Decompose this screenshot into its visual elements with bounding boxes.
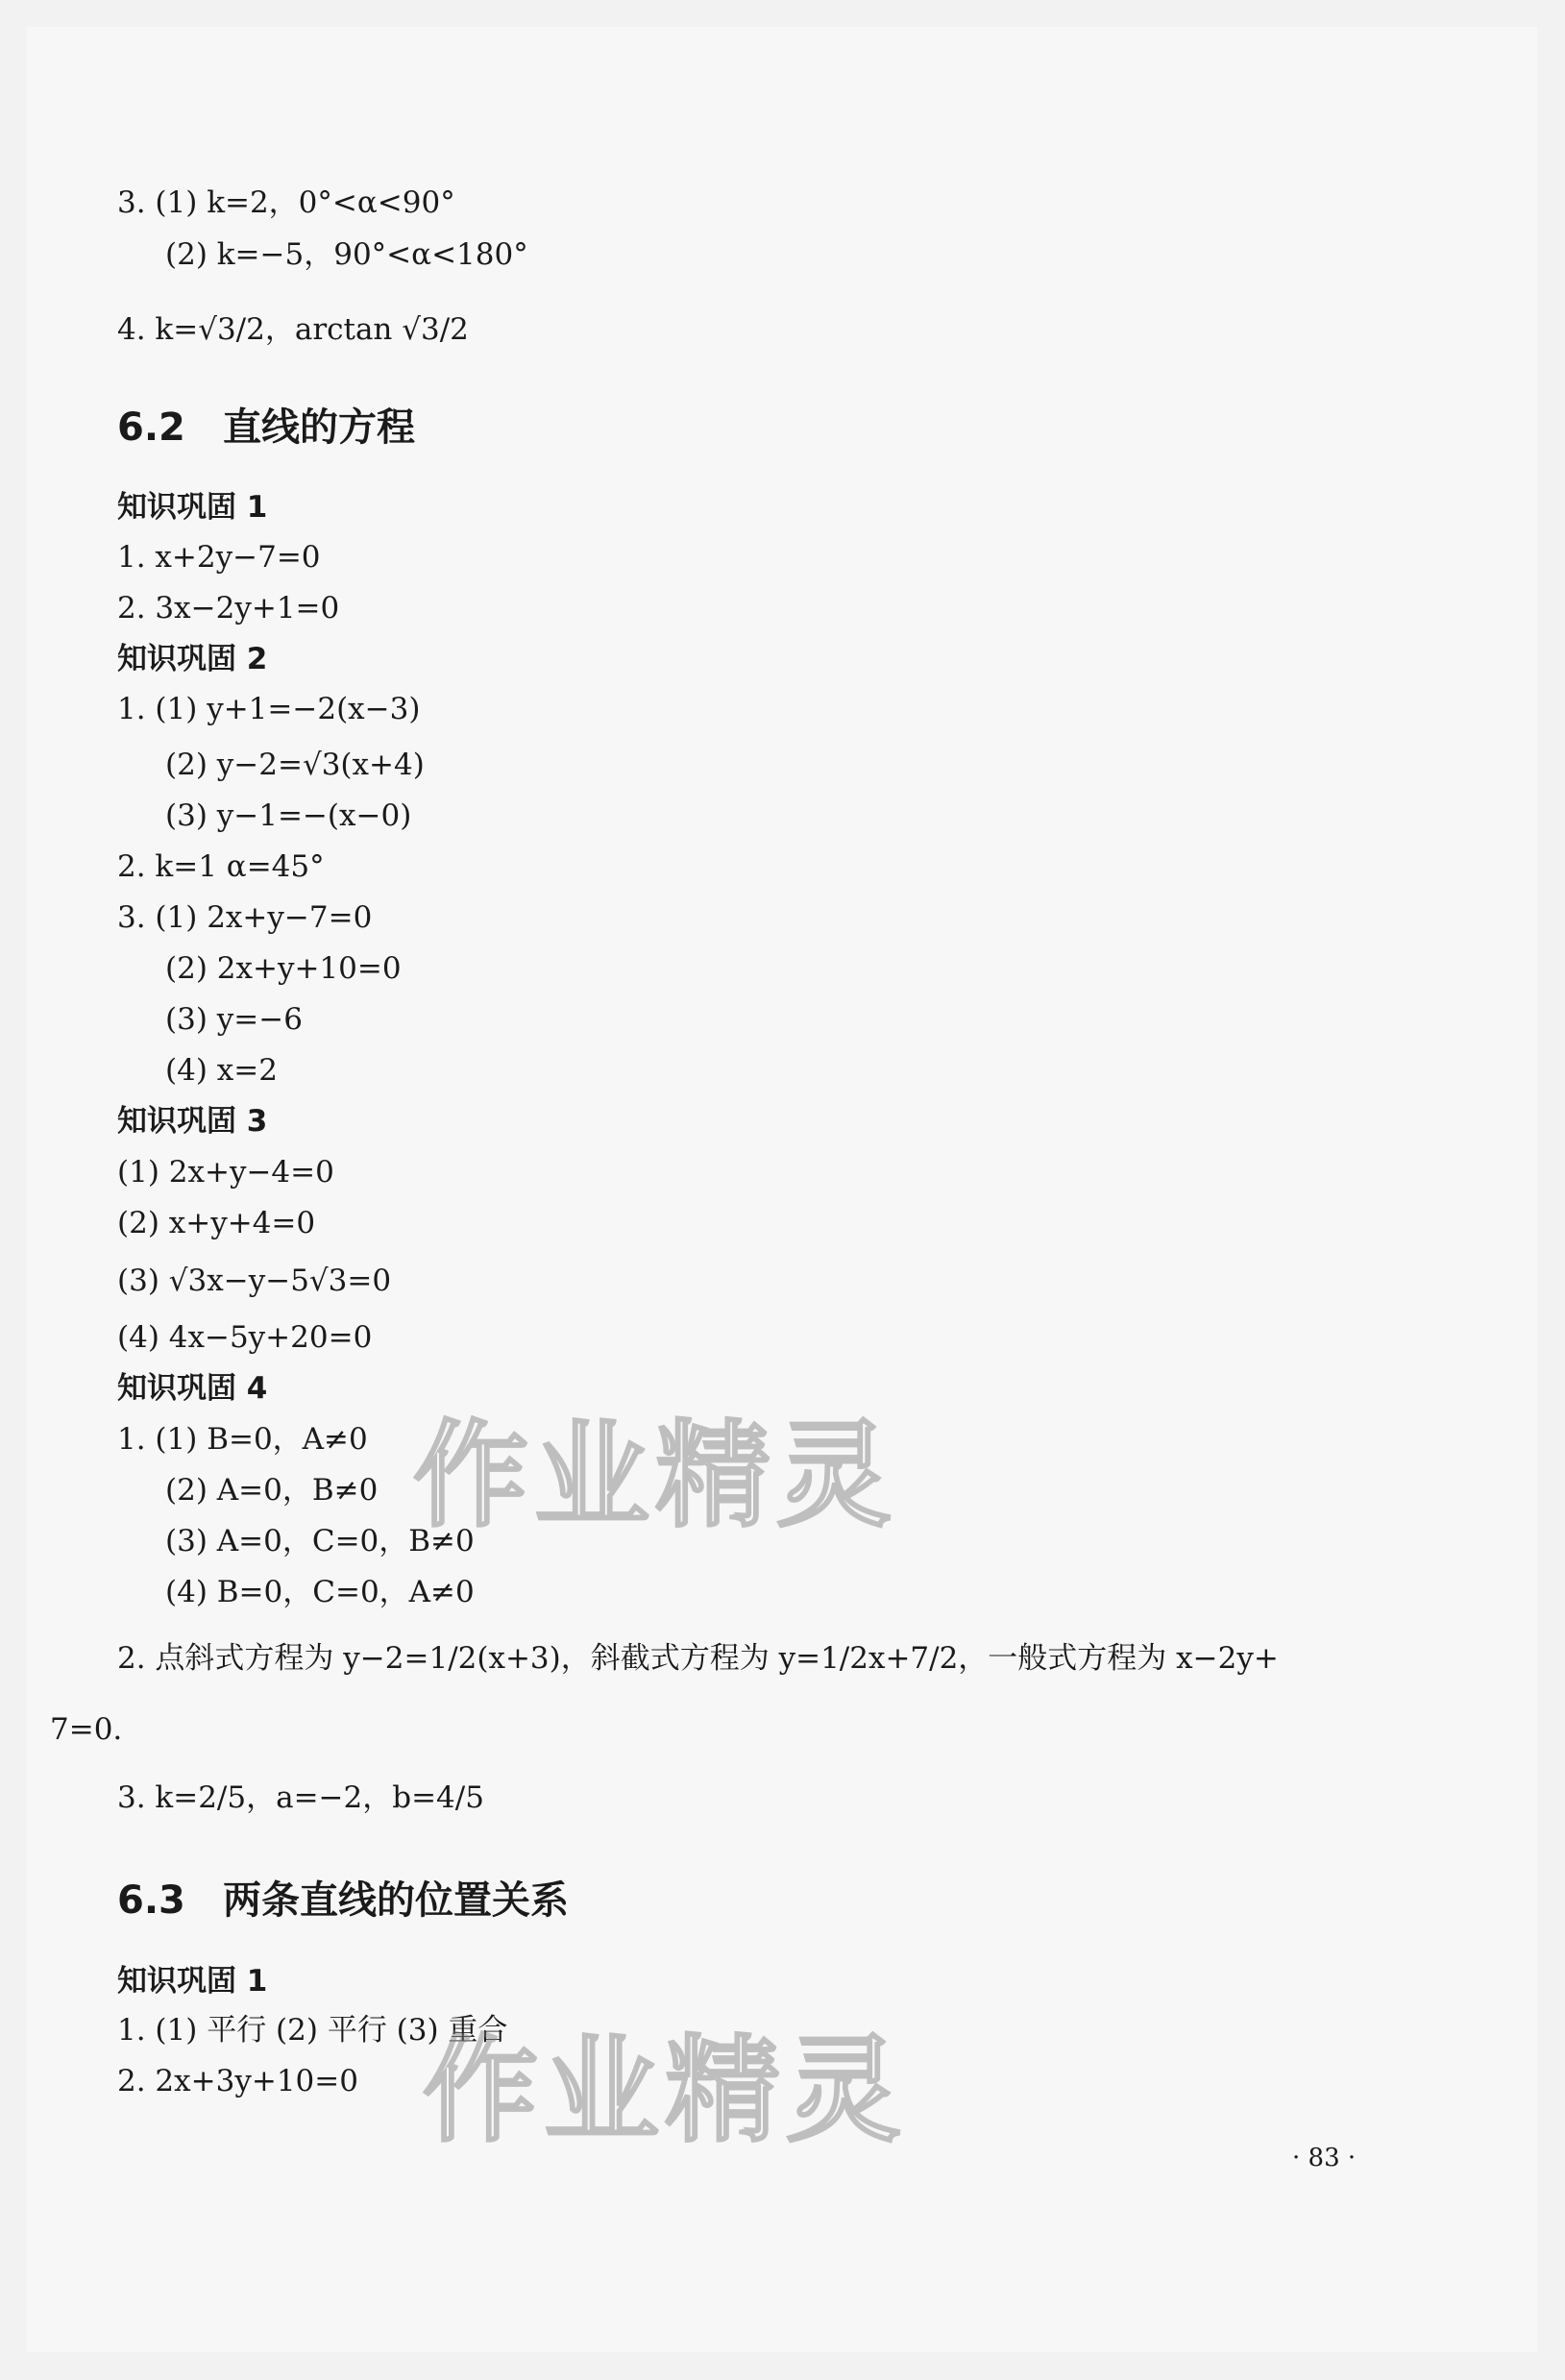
section-title: 两条直线的位置关系 (223, 1878, 569, 1923)
answer-line: (2) y−2=√3(x+4) (165, 748, 425, 782)
answer-line: (3) y=−6 (165, 1002, 303, 1037)
watermark: 作业精灵 (423, 2024, 907, 2158)
answer-line: (4) 4x−5y+20=0 (117, 1320, 373, 1355)
subheading: 知识巩固 3 (117, 1104, 268, 1139)
answer-line: 3. k=2/5，a=−2，b=4/5 (117, 1780, 484, 1815)
answer-line: (4) B=0，C=0，A≠0 (165, 1575, 475, 1609)
answer-line: (4) x=2 (165, 1053, 278, 1088)
answer-3-2: (2) k=−5，90°<α<180° (165, 237, 528, 272)
answer-line: 1. x+2y−7=0 (117, 540, 321, 575)
answer-line: 2. k=1 α=45° (117, 849, 325, 884)
answer-line: (3) y−1=−(x−0) (165, 798, 412, 833)
answer-line: 1. (1) 平行 (2) 平行 (3) 重合 (117, 2013, 508, 2048)
answer-line: (2) A=0，B≠0 (165, 1473, 379, 1508)
answer-line: (2) 2x+y+10=0 (165, 951, 402, 986)
page-number: · 83 · (1292, 2144, 1357, 2172)
answer-line: (1) 2x+y−4=0 (117, 1155, 334, 1190)
answer-line: 2. 点斜式方程为 y−2=1/2(x+3)，斜截式方程为 y=1/2x+7/2，一般式方程为 x−2y+ (117, 1641, 1279, 1676)
answer-line: 1. (1) y+1=−2(x−3) (117, 692, 421, 726)
section-number: 6.3 (117, 1878, 185, 1923)
subheading: 知识巩固 1 (117, 1964, 268, 1999)
section-heading-6-3 (117, 1878, 569, 1923)
answer-line: (3) √3x−y−5√3=0 (117, 1264, 392, 1298)
section-title: 直线的方程 (223, 405, 415, 450)
subheading: 知识巩固 4 (117, 1371, 268, 1406)
answer-line: 1. (1) B=0，A≠0 (117, 1422, 368, 1457)
watermark: 作业精灵 (413, 1410, 897, 1543)
answer-line: (3) A=0，C=0，B≠0 (165, 1524, 475, 1558)
subheading: 知识巩固 1 (117, 490, 268, 525)
subheading: 知识巩固 2 (117, 642, 268, 676)
answer-line: (2) x+y+4=0 (117, 1206, 316, 1240)
answer-line: 3. (1) 2x+y−7=0 (117, 900, 373, 935)
answer-line: 2. 2x+3y+10=0 (117, 2064, 358, 2098)
section-heading-6-2 (117, 405, 415, 450)
answer-3-1: 3. (1) k=2，0°<α<90° (117, 185, 455, 220)
section-number: 6.2 (117, 405, 185, 450)
answer-4: 4. k=√3/2，arctan √3/2 (117, 312, 469, 347)
answer-line: 2. 3x−2y+1=0 (117, 591, 340, 626)
answer-line: 7=0. (50, 1712, 123, 1747)
